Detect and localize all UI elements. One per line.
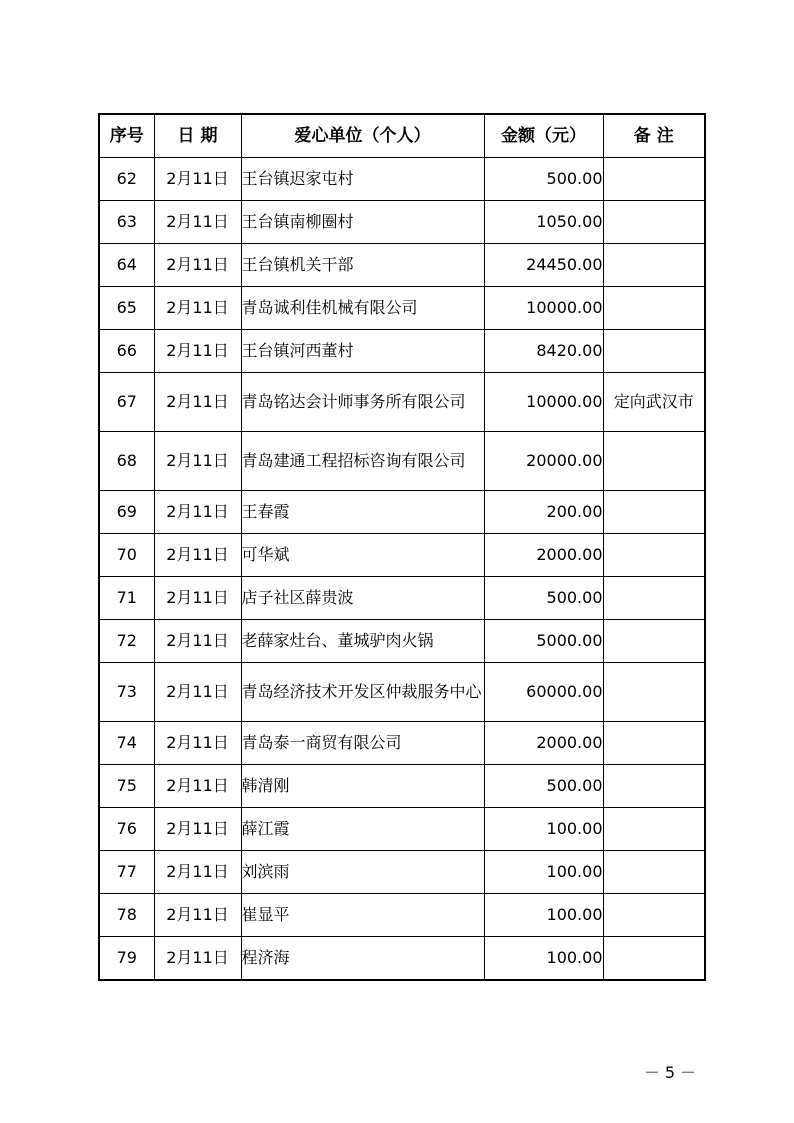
cell-note <box>603 808 705 851</box>
cell-date: 2月11日 <box>154 287 241 330</box>
cell-amount: 200.00 <box>484 491 603 534</box>
cell-amount: 100.00 <box>484 851 603 894</box>
cell-no: 76 <box>99 808 154 851</box>
table-row <box>99 577 705 620</box>
cell-note <box>603 287 705 330</box>
cell-amount: 500.00 <box>484 158 603 201</box>
table-row <box>99 765 705 808</box>
cell-amount: 100.00 <box>484 808 603 851</box>
header-date: 日 期 <box>154 114 241 158</box>
cell-donor: 店子社区薛贵波 <box>241 577 484 620</box>
table-row <box>99 330 705 373</box>
cell-date: 2月11日 <box>154 201 241 244</box>
cell-date: 2月11日 <box>154 432 241 491</box>
cell-amount: 20000.00 <box>484 432 603 491</box>
cell-amount: 100.00 <box>484 937 603 980</box>
cell-date: 2月11日 <box>154 244 241 287</box>
cell-donor: 王台镇迟家屯村 <box>241 158 484 201</box>
cell-date: 2月11日 <box>154 373 241 432</box>
cell-no: 73 <box>99 663 154 722</box>
table-row <box>99 894 705 937</box>
cell-date: 2月11日 <box>154 722 241 765</box>
cell-donor: 青岛诚利佳机械有限公司 <box>241 287 484 330</box>
cell-note <box>603 894 705 937</box>
cell-date: 2月11日 <box>154 937 241 980</box>
cell-donor: 韩清刚 <box>241 765 484 808</box>
cell-note <box>603 158 705 201</box>
cell-note <box>603 432 705 491</box>
cell-no: 74 <box>99 722 154 765</box>
cell-note <box>603 851 705 894</box>
cell-no: 66 <box>99 330 154 373</box>
table-row <box>99 808 705 851</box>
cell-date: 2月11日 <box>154 620 241 663</box>
cell-no: 69 <box>99 491 154 534</box>
table-row <box>99 534 705 577</box>
cell-amount: 8420.00 <box>484 330 603 373</box>
table-row <box>99 244 705 287</box>
cell-note <box>603 534 705 577</box>
cell-amount: 2000.00 <box>484 722 603 765</box>
header-note: 备 注 <box>603 114 705 158</box>
cell-no: 64 <box>99 244 154 287</box>
table-row <box>99 663 705 722</box>
cell-amount: 100.00 <box>484 894 603 937</box>
cell-note <box>603 937 705 980</box>
cell-no: 68 <box>99 432 154 491</box>
table-row <box>99 851 705 894</box>
table-body <box>99 158 705 980</box>
cell-note <box>603 620 705 663</box>
cell-date: 2月11日 <box>154 894 241 937</box>
cell-donor: 崔显平 <box>241 894 484 937</box>
cell-donor: 青岛铭达会计师事务所有限公司 <box>241 373 484 432</box>
cell-date: 2月11日 <box>154 765 241 808</box>
cell-donor: 薛江霞 <box>241 808 484 851</box>
donation-table <box>98 113 706 981</box>
cell-donor: 老薛家灶台、董城驴肉火锅 <box>241 620 484 663</box>
cell-no: 77 <box>99 851 154 894</box>
cell-note <box>603 244 705 287</box>
cell-amount: 60000.00 <box>484 663 603 722</box>
cell-donor: 可华斌 <box>241 534 484 577</box>
cell-no: 63 <box>99 201 154 244</box>
cell-no: 75 <box>99 765 154 808</box>
header-no: 序号 <box>99 114 154 158</box>
cell-donor: 王台镇南柳圈村 <box>241 201 484 244</box>
cell-donor: 青岛建通工程招标咨询有限公司 <box>241 432 484 491</box>
cell-donor: 青岛经济技术开发区仲裁服务中心 <box>241 663 484 722</box>
table-header-row <box>99 114 705 158</box>
cell-no: 62 <box>99 158 154 201</box>
cell-note <box>603 491 705 534</box>
cell-note <box>603 577 705 620</box>
cell-date: 2月11日 <box>154 808 241 851</box>
table-row <box>99 722 705 765</box>
table-row <box>99 287 705 330</box>
cell-amount: 10000.00 <box>484 373 603 432</box>
cell-date: 2月11日 <box>154 158 241 201</box>
cell-no: 65 <box>99 287 154 330</box>
cell-donor: 王春霞 <box>241 491 484 534</box>
table-row <box>99 937 705 980</box>
cell-no: 71 <box>99 577 154 620</box>
cell-amount: 5000.00 <box>484 620 603 663</box>
cell-amount: 500.00 <box>484 765 603 808</box>
cell-date: 2月11日 <box>154 851 241 894</box>
table-row <box>99 201 705 244</box>
cell-date: 2月11日 <box>154 330 241 373</box>
table-row <box>99 158 705 201</box>
cell-amount: 24450.00 <box>484 244 603 287</box>
cell-note: 定向武汉市 <box>603 373 705 432</box>
cell-note <box>603 722 705 765</box>
cell-amount: 2000.00 <box>484 534 603 577</box>
cell-donor: 刘滨雨 <box>241 851 484 894</box>
cell-donor: 王台镇河西董村 <box>241 330 484 373</box>
header-donor: 爱心单位（个人） <box>241 114 484 158</box>
cell-date: 2月11日 <box>154 491 241 534</box>
cell-note <box>603 663 705 722</box>
table-row <box>99 432 705 491</box>
table-row <box>99 620 705 663</box>
cell-donor: 王台镇机关干部 <box>241 244 484 287</box>
cell-no: 70 <box>99 534 154 577</box>
table-row <box>99 373 705 432</box>
cell-date: 2月11日 <box>154 577 241 620</box>
cell-no: 79 <box>99 937 154 980</box>
cell-amount: 1050.00 <box>484 201 603 244</box>
page-number: － 5 － <box>643 1063 697 1082</box>
cell-date: 2月11日 <box>154 663 241 722</box>
cell-note <box>603 765 705 808</box>
cell-note <box>603 330 705 373</box>
cell-no: 78 <box>99 894 154 937</box>
cell-amount: 500.00 <box>484 577 603 620</box>
cell-amount: 10000.00 <box>484 287 603 330</box>
cell-note <box>603 201 705 244</box>
header-amount: 金额（元） <box>484 114 603 158</box>
table-row <box>99 491 705 534</box>
cell-no: 72 <box>99 620 154 663</box>
cell-donor: 青岛泰一商贸有限公司 <box>241 722 484 765</box>
cell-no: 67 <box>99 373 154 432</box>
cell-date: 2月11日 <box>154 534 241 577</box>
cell-donor: 程济海 <box>241 937 484 980</box>
